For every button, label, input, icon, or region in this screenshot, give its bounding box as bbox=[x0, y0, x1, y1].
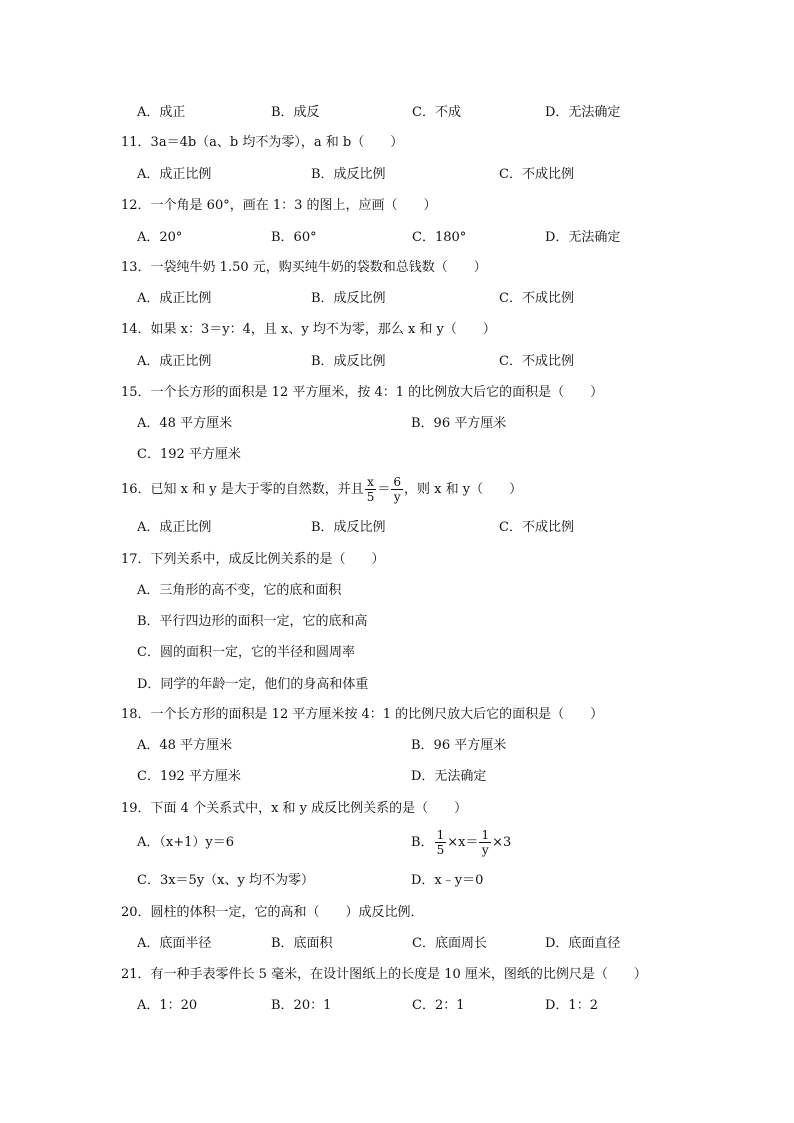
q21-option-c: C．2：1 bbox=[412, 998, 465, 1013]
q18-option-d: D．无法确定 bbox=[411, 769, 487, 784]
q19-option-b-fraction-1-denominator: 5 bbox=[436, 843, 445, 857]
q16-fraction-1 bbox=[365, 475, 377, 504]
q12-option-a: A．20° bbox=[137, 230, 183, 245]
q14-option-b: B．成反比例 bbox=[311, 354, 386, 369]
q16-fraction-1-numerator: x bbox=[365, 475, 377, 490]
q20-option-c: C．底面周长 bbox=[412, 936, 487, 951]
q11-stem bbox=[121, 135, 403, 151]
q12-option-c: C．180° bbox=[412, 230, 467, 245]
q13-option-a: A．成正比例 bbox=[137, 291, 212, 306]
q16-option-c: C．不成比例 bbox=[499, 520, 574, 535]
q11-option-a: A．成正比例 bbox=[137, 167, 212, 182]
q16-equals: ＝ bbox=[377, 482, 391, 497]
q11-text: 3a＝4b（a、b 均不为零），a 和 b（ ） bbox=[150, 135, 404, 150]
q16-option-a: A．成正比例 bbox=[137, 520, 212, 535]
q14-stem: 14．如果 x：3＝y：4，且 x、y 均不为零，那么 x 和 y（ ） bbox=[121, 322, 496, 337]
q19-option-a: A．（x+1）y＝6 bbox=[137, 835, 234, 850]
q14-option-a: A．成正比例 bbox=[137, 354, 212, 369]
q16-option-b: B．成反比例 bbox=[311, 520, 386, 535]
q10-option-a: A．成正 bbox=[137, 105, 186, 120]
q11-option-b: B．成反比例 bbox=[311, 167, 386, 182]
q19-option-b-fraction-2-numerator: 1 bbox=[481, 828, 490, 842]
q18-option-c: C．192 平方厘米 bbox=[137, 769, 241, 784]
q12-option-d: D．无法确定 bbox=[545, 230, 621, 245]
q16-text-pre: 16．已知 x 和 y 是大于零的自然数，并且 bbox=[121, 482, 364, 497]
q13-stem: 13．一袋纯牛奶 1.50 元，购买纯牛奶的袋数和总钱数（ ） bbox=[121, 260, 487, 275]
q19-option-b-middle: ×x＝ bbox=[447, 835, 479, 850]
q21-option-d: D．1：2 bbox=[545, 998, 598, 1013]
q14-option-c: C．不成比例 bbox=[499, 354, 574, 369]
q11-number: 11． bbox=[121, 135, 151, 150]
q17-option-b: B．平行四边形的面积一定，它的底和高 bbox=[137, 614, 368, 629]
q18-option-b: B．96 平方厘米 bbox=[411, 738, 507, 753]
q10-option-c: C．不成 bbox=[412, 105, 461, 120]
q16-fraction-2 bbox=[391, 475, 403, 504]
q17-stem: 17．下列关系中，成反比例关系的是（ ） bbox=[121, 552, 385, 567]
q21-option-a: A．1：20 bbox=[137, 998, 198, 1013]
q19-option-b-fraction-2 bbox=[479, 828, 491, 857]
q15-option-a: A．48 平方厘米 bbox=[137, 416, 233, 431]
q17-option-c: C．圆的面积一定，它的半径和圆周率 bbox=[137, 645, 355, 660]
q20-option-d: D．底面直径 bbox=[545, 936, 621, 951]
q15-option-c: C．192 平方厘米 bbox=[137, 447, 241, 462]
q18-stem: 18．一个长方形的面积是 12 平方厘米按 4：1 的比例尺放大后它的面积是（ ） bbox=[121, 707, 604, 722]
q10-option-b: B．成反 bbox=[271, 105, 320, 120]
q21-stem: 21．有一种手表零件长 5 毫米，在设计图纸上的长度是 10 厘米，图纸的比例尺是（ ） bbox=[121, 967, 647, 982]
q12-stem: 12．一个角是 60°，画在 1：3 的图上，应画（ ） bbox=[121, 198, 437, 213]
q11-option-c: C．不成比例 bbox=[499, 167, 574, 182]
q19-option-b-fraction-2-denominator: y bbox=[481, 843, 489, 857]
q16-text-post: ，则 x 和 y（ ） bbox=[404, 482, 523, 497]
q16-fraction-1-denominator: 5 bbox=[366, 490, 375, 504]
q20-option-a: A．底面半径 bbox=[137, 936, 212, 951]
q19-option-b bbox=[411, 826, 511, 860]
q10-option-d: D．无法确定 bbox=[545, 105, 621, 120]
q17-option-d: D．同学的年龄一定，他们的身高和体重 bbox=[137, 677, 369, 692]
q19-option-b-fraction-1 bbox=[435, 828, 447, 857]
q19-option-c: C．3x＝5y（x、y 均不为零） bbox=[137, 873, 314, 888]
q20-option-b: B．底面积 bbox=[271, 936, 333, 951]
q16-stem bbox=[121, 474, 522, 506]
q15-option-b: B．96 平方厘米 bbox=[411, 416, 507, 431]
q19-option-b-label: B． bbox=[411, 835, 434, 850]
q19-stem: 19．下面 4 个关系式中，x 和 y 成反比例关系的是（ ） bbox=[121, 801, 468, 816]
q17-option-a: A．三角形的高不变，它的底和面积 bbox=[137, 583, 342, 598]
q16-fraction-2-numerator: 6 bbox=[393, 475, 402, 489]
q13-option-c: C．不成比例 bbox=[499, 291, 574, 306]
q13-option-b: B．成反比例 bbox=[311, 291, 386, 306]
q19-option-b-fraction-1-numerator: 1 bbox=[436, 828, 445, 842]
q16-fraction-2-denominator: y bbox=[393, 490, 401, 504]
q21-option-b: B．20：1 bbox=[271, 998, 332, 1013]
q19-option-d: D．x﹣y＝0 bbox=[411, 873, 484, 888]
q15-stem: 15．一个长方形的面积是 12 平方厘米，按 4：1 的比例放大后它的面积是（ ） bbox=[121, 385, 604, 400]
q19-option-b-post: ×3 bbox=[492, 835, 512, 850]
q12-option-b: B．60° bbox=[271, 230, 317, 245]
q18-option-a: A．48 平方厘米 bbox=[137, 738, 233, 753]
q20-stem: 20．圆柱的体积一定，它的高和（ ）成反比例． bbox=[121, 905, 424, 920]
